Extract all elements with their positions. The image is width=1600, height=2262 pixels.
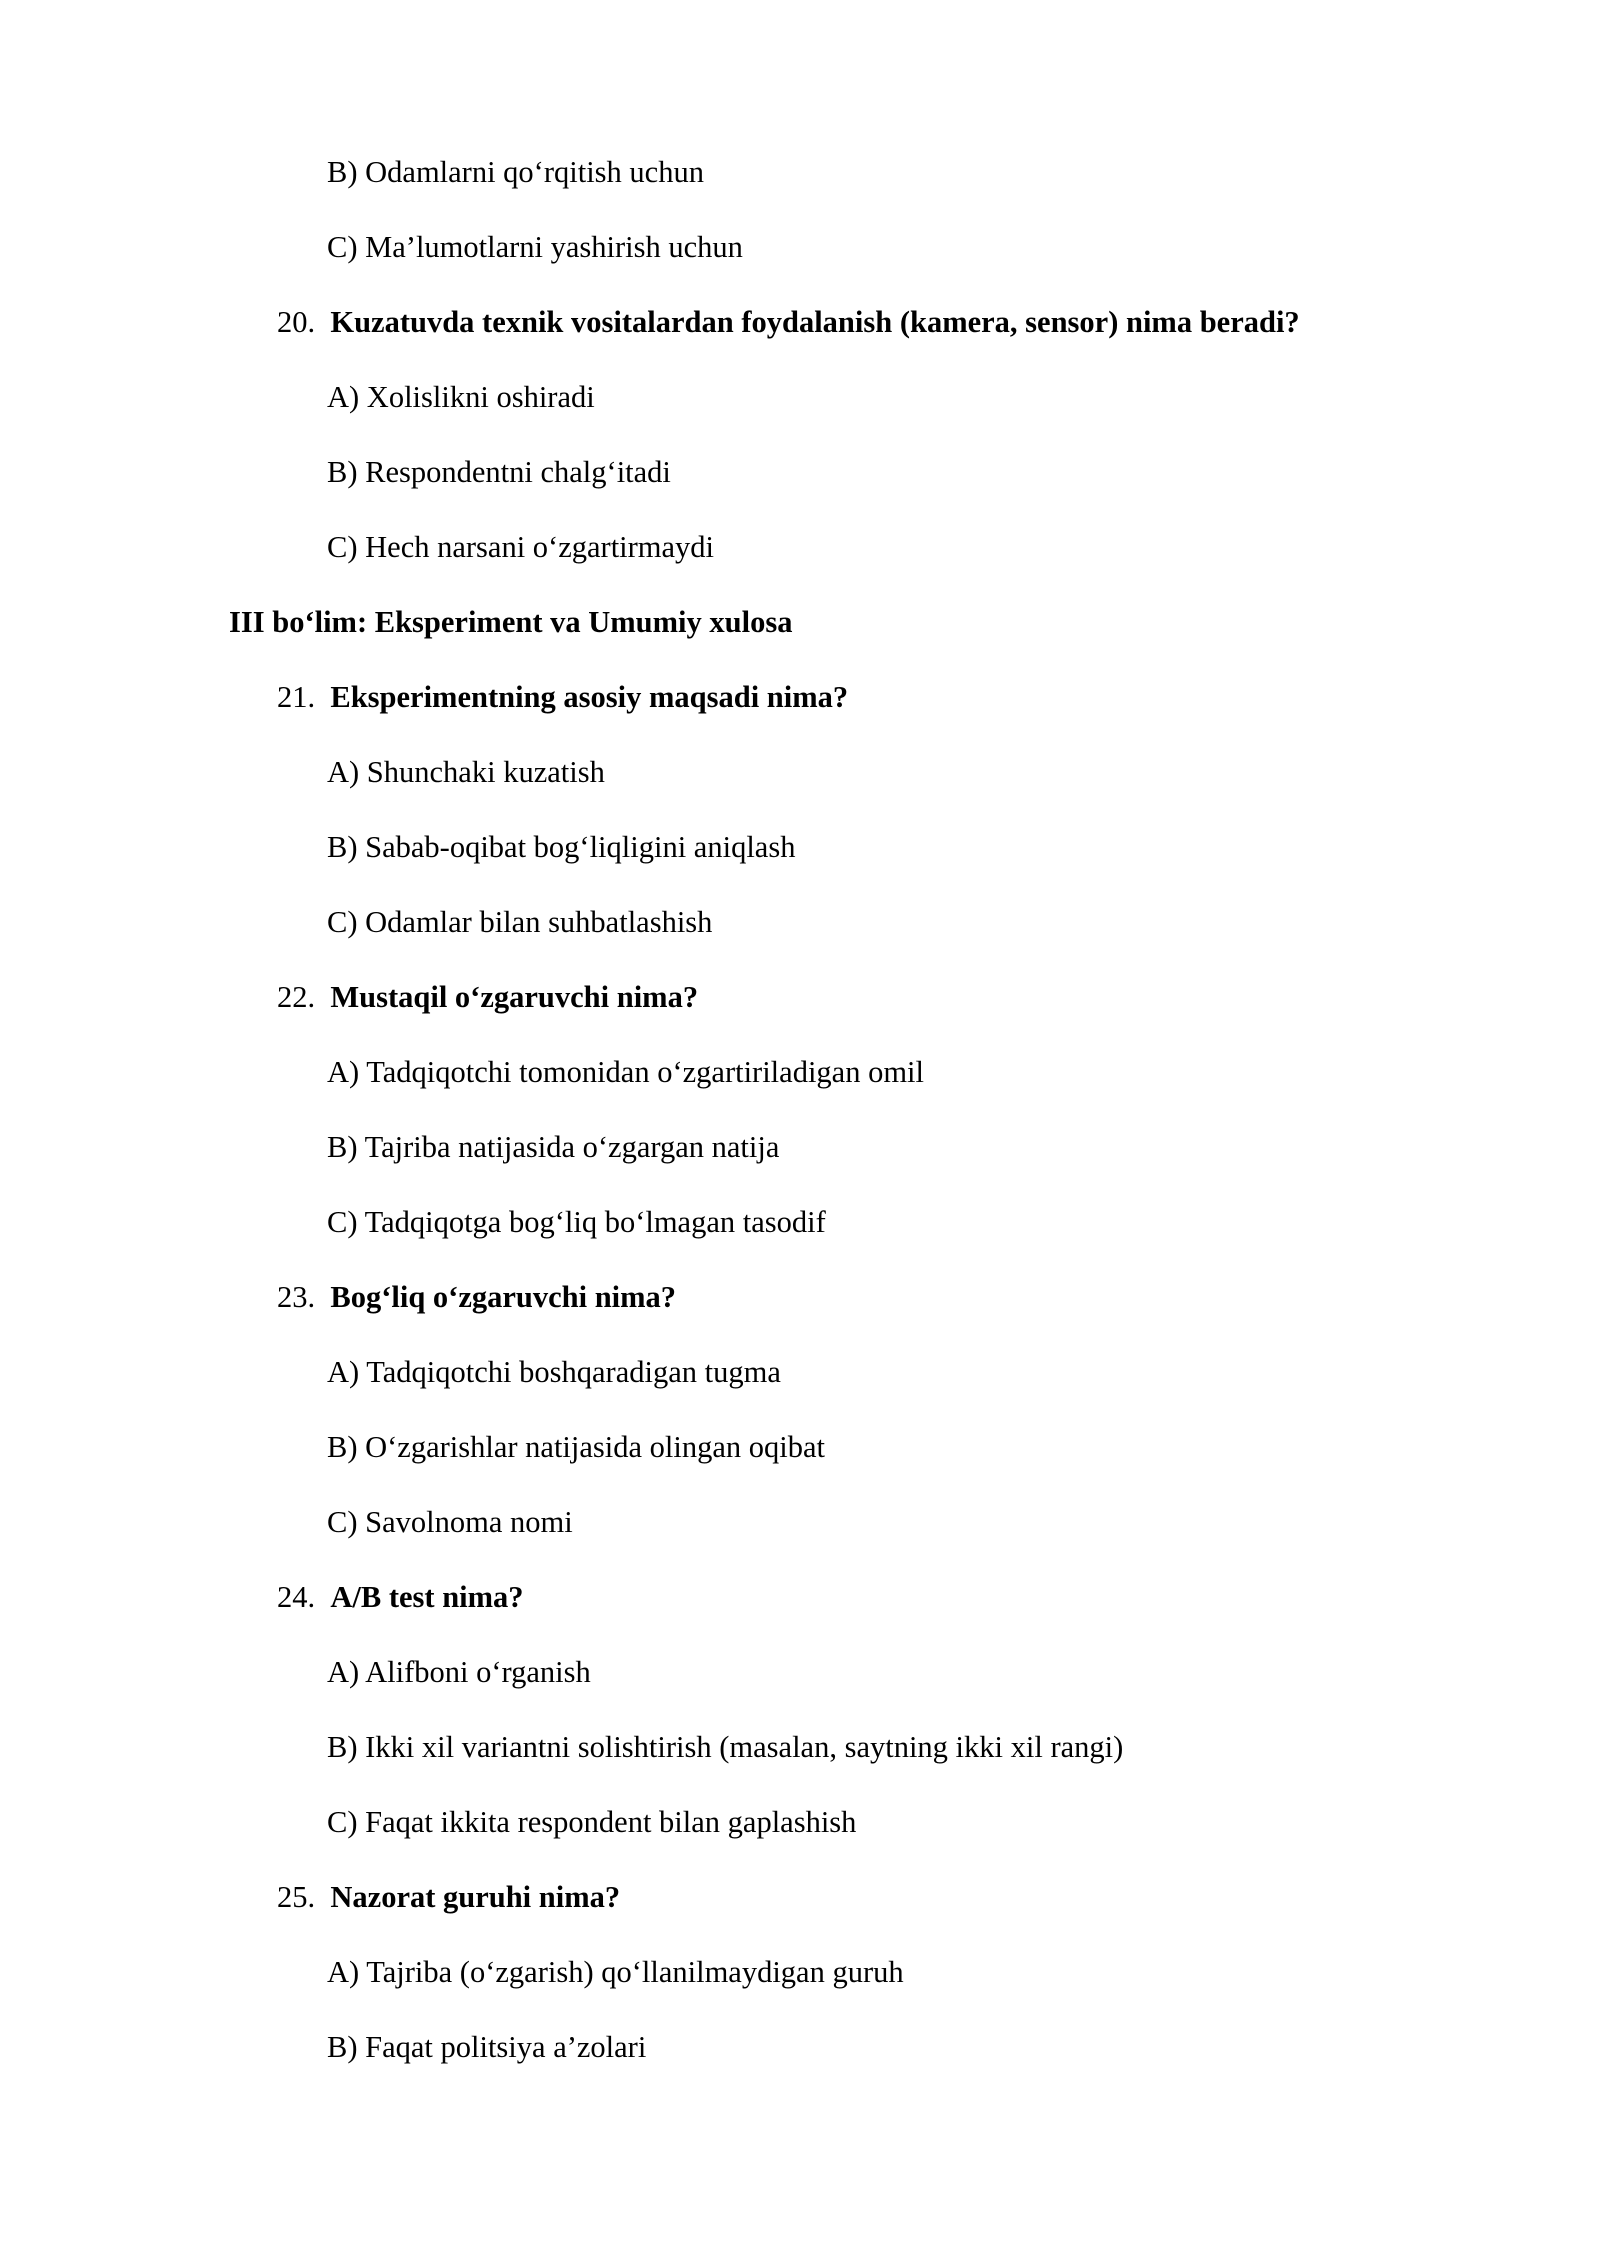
- answer-option: C) Savolnoma nomi: [327, 1504, 573, 1539]
- question-20: [277, 304, 1300, 339]
- answer-option: A) Tadqiqotchi tomonidan o‘zgartiriladigan omil: [327, 1054, 924, 1089]
- answer-option: B) Ikki xil variantni solishtirish (masalan, saytning ikki xil rangi): [327, 1729, 1124, 1764]
- question-text: Nazorat guruhi nima?: [330, 1879, 621, 1914]
- question-number: 25.: [277, 1879, 323, 1914]
- answer-option: C) Odamlar bilan suhbatlashish: [327, 904, 713, 939]
- answer-option: A) Alifboni o‘rganish: [327, 1654, 591, 1689]
- question-number: 23.: [277, 1279, 323, 1314]
- answer-option: B) Sabab-oqibat bog‘liqligini aniqlash: [327, 829, 796, 864]
- question-24: [277, 1579, 524, 1614]
- question-22: [277, 979, 699, 1014]
- question-23: [277, 1279, 677, 1314]
- answer-option: B) O‘zgarishlar natijasida olingan oqibat: [327, 1429, 826, 1464]
- question-text: A/B test nima?: [330, 1579, 524, 1614]
- answer-option: B) Tajriba natijasida o‘zgargan natija: [327, 1129, 780, 1164]
- answer-option: C) Ma’lumotlarni yashirish uchun: [327, 229, 743, 264]
- question-text: Bog‘liq o‘zgaruvchi nima?: [330, 1279, 677, 1314]
- question-text: Mustaqil o‘zgaruvchi nima?: [330, 979, 699, 1014]
- section-heading: III bo‘lim: Eksperiment va Umumiy xulosa: [229, 604, 793, 639]
- answer-option: A) Tajriba (o‘zgarish) qo‘llanilmaydigan guruh: [327, 1954, 904, 1989]
- question-25: [277, 1879, 621, 1914]
- question-text: Kuzatuvda texnik vositalardan foydalanish (kamera, sensor) nima beradi?: [330, 304, 1300, 339]
- answer-option: B) Respondentni chalg‘itadi: [327, 454, 671, 489]
- answer-option: A) Xolislikni oshiradi: [327, 379, 595, 414]
- answer-option: B) Odamlarni qo‘rqitish uchun: [327, 154, 704, 189]
- question-number: 22.: [277, 979, 323, 1014]
- answer-option: C) Tadqiqotga bog‘liq bo‘lmagan tasodif: [327, 1204, 826, 1239]
- answer-option: C) Hech narsani o‘zgartirmaydi: [327, 529, 715, 564]
- answer-option: A) Shunchaki kuzatish: [327, 754, 605, 789]
- question-number: 24.: [277, 1579, 323, 1614]
- answer-option: C) Faqat ikkita respondent bilan gaplashish: [327, 1804, 857, 1839]
- question-21: [277, 679, 849, 714]
- question-text: Eksperimentning asosiy maqsadi nima?: [330, 679, 849, 714]
- question-number: 21.: [277, 679, 323, 714]
- answer-option: A) Tadqiqotchi boshqaradigan tugma: [327, 1354, 781, 1389]
- question-number: 20.: [277, 304, 323, 339]
- answer-option: B) Faqat politsiya a’zolari: [327, 2029, 647, 2064]
